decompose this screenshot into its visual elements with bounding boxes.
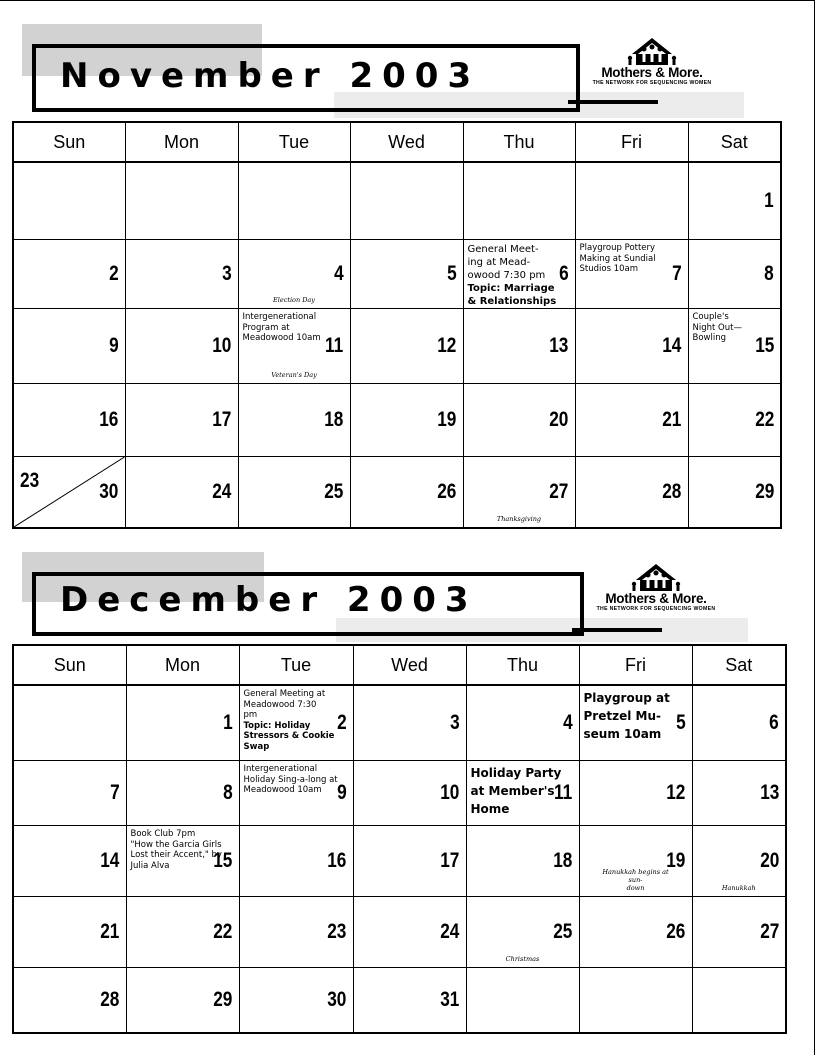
day-number: 2 (108, 262, 119, 285)
day-number: 3 (221, 262, 232, 285)
day-cell[interactable] (238, 162, 350, 240)
day-number: 20 (759, 849, 779, 872)
day-cell[interactable] (353, 685, 466, 761)
house-family-icon (628, 562, 684, 592)
day-cell[interactable] (13, 240, 125, 309)
event-description: Intergenerational Program at Meadowood 10am (242, 312, 321, 343)
day-cell[interactable] (350, 457, 463, 529)
weekday-header: Sat (692, 645, 786, 685)
day-cell[interactable] (688, 384, 781, 457)
day-number: 6 (558, 262, 569, 285)
day-number: 17 (440, 849, 460, 872)
day-number: 25 (553, 920, 573, 943)
day-number: 27 (759, 920, 779, 943)
week-row (13, 240, 781, 309)
event-description: General Meet- ing at Mead- owood 7:30 pm (467, 244, 546, 281)
event-text: Playgroup at Pretzel Mu- seum 10am (583, 691, 670, 741)
day-number: 7 (109, 781, 120, 804)
day-number: 13 (549, 334, 569, 357)
day-number-alt: 23 (20, 469, 40, 492)
day-number: 11 (325, 334, 344, 357)
day-cell[interactable] (688, 162, 781, 240)
holiday-note: Thanksgiving (496, 515, 542, 523)
event-text (244, 689, 335, 752)
week-row (13, 897, 786, 968)
day-number: 4 (562, 711, 573, 734)
day-cell[interactable] (575, 240, 688, 309)
day-number: 8 (764, 262, 774, 285)
weekday-header: Mon (126, 645, 239, 685)
day-cell[interactable] (579, 826, 692, 897)
event-description: Intergenerational Holiday Sing-a-long at Meadowood 10am (243, 764, 338, 795)
weekday-header: Sun (13, 122, 125, 162)
day-number: 30 (327, 988, 347, 1011)
event-text: Holiday Party at Member's Home (470, 766, 562, 816)
day-number: 10 (440, 781, 460, 804)
logo-tagline: THE NETWORK FOR SEQUENCING WOMEN (592, 80, 712, 86)
day-cell[interactable] (126, 968, 239, 1034)
event-text (244, 764, 338, 796)
day-cell[interactable] (466, 761, 579, 826)
weekday-header: Wed (353, 645, 466, 685)
day-cell[interactable] (579, 968, 692, 1034)
day-number: 1 (764, 189, 774, 212)
holiday-note: Hanukkah begins at sun- down (602, 868, 669, 892)
day-number: 12 (437, 334, 457, 357)
day-cell[interactable] (353, 826, 466, 897)
day-number: 14 (662, 334, 682, 357)
day-cell[interactable] (238, 457, 350, 529)
house-family-icon (624, 36, 680, 66)
day-cell[interactable] (126, 897, 239, 968)
day-cell[interactable] (692, 897, 786, 968)
day-number: 26 (666, 920, 686, 943)
day-number: 5 (675, 711, 686, 734)
weekday-header: Tue (239, 645, 353, 685)
day-number: 11 (554, 781, 573, 804)
title-underline (568, 100, 658, 104)
day-cell[interactable] (125, 384, 238, 457)
day-cell[interactable] (466, 685, 579, 761)
day-cell[interactable] (238, 240, 350, 309)
title-underline (572, 628, 662, 632)
week-row (13, 384, 781, 457)
day-cell[interactable] (125, 309, 238, 384)
day-cell[interactable] (126, 761, 239, 826)
day-number: 1 (222, 711, 233, 734)
day-number: 28 (100, 988, 120, 1011)
week-row (13, 457, 781, 529)
weekday-header: Mon (125, 122, 238, 162)
day-number: 21 (662, 408, 682, 431)
day-number: 22 (754, 408, 774, 431)
day-cell[interactable] (579, 685, 692, 761)
event-description: Book Club 7pm "How the Garcia Girls Lost their Accent," by Julia Alva (130, 829, 222, 871)
day-cell[interactable] (239, 685, 353, 761)
holiday-note: Veteran's Day (271, 371, 317, 379)
day-cell[interactable] (239, 761, 353, 826)
day-cell[interactable] (239, 826, 353, 897)
weekday-header: Wed (350, 122, 463, 162)
day-number: 16 (327, 849, 347, 872)
day-cell[interactable] (13, 384, 125, 457)
day-cell[interactable] (13, 457, 125, 529)
event-text (580, 243, 656, 275)
event-text (243, 312, 321, 344)
day-cell[interactable] (692, 826, 786, 897)
day-cell[interactable] (350, 240, 463, 309)
day-number: 29 (213, 988, 233, 1011)
holiday-note: Hanukkah (721, 884, 756, 892)
day-cell[interactable] (466, 897, 579, 968)
day-number: 18 (553, 849, 573, 872)
day-number: 9 (336, 781, 347, 804)
day-cell[interactable] (463, 162, 575, 240)
day-cell[interactable] (13, 309, 125, 384)
day-number: 21 (100, 920, 120, 943)
weekday-header: Tue (238, 122, 350, 162)
day-cell[interactable] (579, 761, 692, 826)
weekday-header: Thu (463, 122, 575, 162)
day-cell[interactable] (688, 240, 781, 309)
day-number: 4 (333, 262, 344, 285)
day-cell[interactable] (463, 384, 575, 457)
week-row (13, 685, 786, 761)
day-cell[interactable] (238, 384, 350, 457)
event-description: Couple's Night Out— Bowling (692, 312, 742, 343)
day-number: 17 (212, 408, 232, 431)
day-cell[interactable] (350, 309, 463, 384)
day-number: 16 (99, 408, 119, 431)
weekday-header: Thu (466, 645, 579, 685)
day-number: 26 (437, 480, 457, 503)
day-number: 12 (666, 781, 686, 804)
day-cell[interactable] (688, 309, 781, 384)
mothers-and-more-logo (572, 36, 732, 96)
weekday-header: Fri (579, 645, 692, 685)
day-number: 8 (222, 781, 233, 804)
day-number: 13 (759, 781, 779, 804)
day-number: 19 (437, 408, 457, 431)
november-calendar (12, 121, 782, 529)
day-cell[interactable] (13, 162, 125, 240)
day-cell[interactable] (13, 761, 126, 826)
holiday-note: Election Day (273, 296, 315, 304)
page-title-november: November 2003 (60, 56, 481, 96)
day-cell[interactable] (579, 897, 692, 968)
day-number: 30 (99, 480, 119, 503)
day-number: 5 (446, 262, 457, 285)
week-row (13, 826, 786, 897)
day-cell[interactable] (350, 162, 463, 240)
day-number: 7 (671, 262, 682, 285)
day-cell[interactable] (13, 968, 126, 1034)
day-number: 24 (212, 480, 232, 503)
weekday-header: Fri (575, 122, 688, 162)
day-number: 31 (440, 988, 460, 1011)
event-description: Playgroup Pottery Making at Sundial Studios 10am (579, 243, 656, 274)
day-cell[interactable] (353, 897, 466, 968)
day-number: 18 (324, 408, 344, 431)
day-cell[interactable] (466, 826, 579, 897)
day-cell[interactable] (353, 968, 466, 1034)
day-cell[interactable] (575, 457, 688, 529)
event-text (468, 243, 557, 308)
day-cell[interactable] (353, 761, 466, 826)
event-text (131, 829, 222, 871)
day-cell[interactable] (239, 968, 353, 1034)
day-cell[interactable] (350, 384, 463, 457)
day-number: 22 (213, 920, 233, 943)
logo-tagline: THE NETWORK FOR SEQUENCING WOMEN (596, 606, 716, 612)
day-cell[interactable] (688, 457, 781, 529)
day-cell[interactable] (463, 240, 575, 309)
day-number: 23 (327, 920, 347, 943)
week-row (13, 761, 786, 826)
day-number: 28 (662, 480, 682, 503)
day-number: 15 (754, 334, 774, 357)
day-cell[interactable] (239, 897, 353, 968)
holiday-note: Christmas (505, 955, 540, 963)
day-cell[interactable] (692, 968, 786, 1034)
day-number: 14 (100, 849, 120, 872)
event-topic: Topic: Holiday Stressors & Cookie Swap (243, 720, 335, 752)
day-number: 9 (108, 334, 119, 357)
day-number: 2 (336, 711, 347, 734)
day-cell[interactable] (575, 309, 688, 384)
day-cell[interactable] (13, 826, 126, 897)
day-cell[interactable] (125, 162, 238, 240)
week-row (13, 162, 781, 240)
day-cell[interactable] (692, 685, 786, 761)
day-cell[interactable] (125, 240, 238, 309)
event-topic: Topic: Marriage & Relationships (467, 283, 557, 307)
day-number: 15 (213, 849, 233, 872)
day-number: 6 (769, 711, 779, 734)
day-number: 19 (666, 849, 686, 872)
mothers-and-more-logo (576, 562, 736, 622)
day-number: 27 (549, 480, 569, 503)
day-number: 29 (754, 480, 774, 503)
event-text (693, 312, 742, 344)
day-cell[interactable] (575, 384, 688, 457)
day-number: 20 (549, 408, 569, 431)
day-cell[interactable] (463, 309, 575, 384)
day-cell[interactable] (463, 457, 575, 529)
week-row (13, 968, 786, 1034)
day-number: 25 (324, 480, 344, 503)
logo-name: Mothers & More. (605, 591, 707, 606)
day-cell[interactable] (125, 457, 238, 529)
week-row (13, 309, 781, 384)
weekday-header: Sun (13, 645, 126, 685)
day-number: 24 (440, 920, 460, 943)
day-number: 10 (212, 334, 232, 357)
day-cell[interactable] (238, 309, 350, 384)
page-title-december: December 2003 (60, 580, 478, 620)
day-cell[interactable] (13, 897, 126, 968)
day-cell[interactable] (13, 685, 126, 761)
day-cell[interactable] (126, 685, 239, 761)
day-cell[interactable] (466, 968, 579, 1034)
day-cell[interactable] (692, 761, 786, 826)
day-cell[interactable] (575, 162, 688, 240)
logo-name: Mothers & More. (601, 65, 703, 80)
day-number: 3 (449, 711, 460, 734)
day-cell[interactable] (126, 826, 239, 897)
event-description: General Meeting at Meadowood 7:30 pm (243, 689, 326, 720)
weekday-header: Sat (688, 122, 781, 162)
december-calendar (12, 644, 787, 1034)
